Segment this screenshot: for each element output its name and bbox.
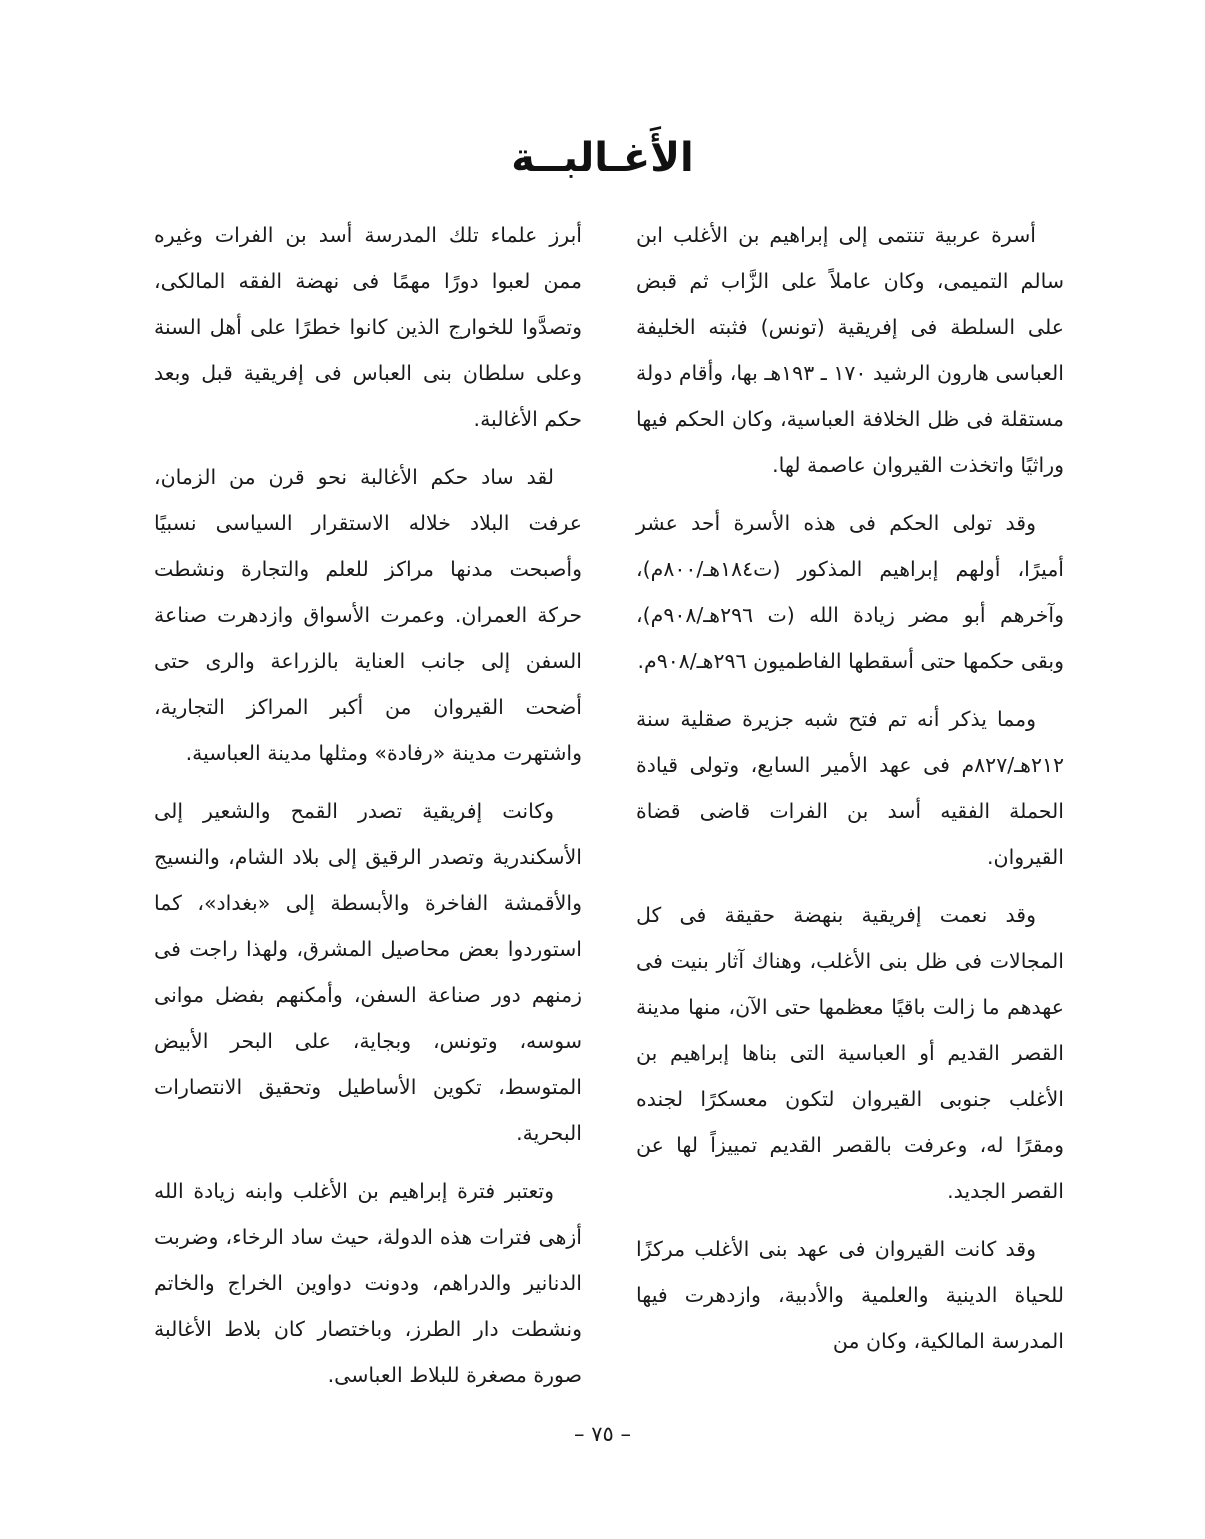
right-column bbox=[636, 212, 1064, 1376]
paragraph: وقد تولى الحكم فى هذه الأسرة أحد عشر أميرًا، أولهم إبراهيم المذكور (ت١٨٤هـ/٨٠٠م)، وآخرهم أبو مضر زيادة الله (ت ٢٩٦هـ/٩٠٨م)، وبقى حكمها حتى أسقطها الفاطميون ٢٩٦هـ/٩٠٨م. bbox=[636, 511, 1064, 673]
paragraph: لقد ساد حكم الأغالبة نحو قرن من الزمان، عرفت البلاد خلاله الاستقرار السياسى نسبيًا وأصبحت مدنها مراكز للعلم والتجارة ونشطت حركة العمران. وعمرت الأسواق وازدهرت صناعة السفن إلى جانب العناية بالزراعة والرى حتى أضحت القيروان من أكبر المراكز التجارية، واشتهرت مدينة «رفادة» ومثلها مدينة العباسية. bbox=[154, 465, 582, 765]
paragraph-continuation: أبرز علماء تلك المدرسة أسد بن الفرات وغيره ممن لعبوا دورًا مهمًا فى نهضة الفقه المالكى، وتصدَّوا للخوارج الذين كانوا خطرًا على أهل السنة وعلى سلطان بنى العباس فى إفريقية قبل وبعد حكم الأغالبة. bbox=[154, 223, 582, 431]
left-column bbox=[154, 212, 582, 1410]
page-title: الأَغـالبــة bbox=[511, 135, 694, 181]
paragraph: وقد كانت القيروان فى عهد بنى الأغلب مركزًا للحياة الدينية والعلمية والأدبية، وازدهرت فيها المدرسة المالكية، وكان من bbox=[636, 1237, 1064, 1353]
page-number: – ٧٥ – bbox=[574, 1422, 631, 1446]
paragraph: وتعتبر فترة إبراهيم بن الأغلب وابنه زيادة الله أزهى فترات هذه الدولة، حيث ساد الرخاء، وضربت الدنانير والدراهم، ودونت دواوين الخراج والخاتم ونشطت دار الطرز، وباختصار كان بلاط الأغالبة صورة مصغرة للبلاط العباسى. bbox=[154, 1179, 582, 1387]
paragraph: ومما يذكر أنه تم فتح شبه جزيرة صقلية سنة ٢١٢هـ/٨٢٧م فى عهد الأمير السابع، وتولى قيادة الحملة الفقيه أسد بن الفرات قاضى قضاة القيروان. bbox=[636, 707, 1064, 869]
paragraph: وكانت إفريقية تصدر القمح والشعير إلى الأسكندرية وتصدر الرقيق إلى بلاد الشام، والنسيج والأقمشة الفاخرة والأبسطة إلى «بغداد»، كما استوردوا بعض محاصيل المشرق، ولهذا راجت فى زمنهم دور صناعة السفن، وأمكنهم بفضل موانى سوسه، وتونس، وبجاية، على البحر الأبيض المتوسط، تكوين الأساطيل وتحقيق الانتصارات البحرية. bbox=[154, 799, 582, 1145]
paragraph: أسرة عربية تنتمى إلى إبراهيم بن الأغلب ابن سالم التميمى، وكان عاملاً على الزَّاب ثم قبض على السلطة فى إفريقية (تونس) فثبته الخليفة العباسى هارون الرشيد ١٧٠ ـ ١٩٣هـ بها، وأقام دولة مستقلة فى ظل الخلافة العباسية، وكان الحكم فيها وراثيًا واتخذت القيروان عاصمة لها. bbox=[636, 223, 1064, 477]
paragraph: وقد نعمت إفريقية بنهضة حقيقة فى كل المجالات فى ظل بنى الأغلب، وهناك آثار بنيت فى عهدهم ما زالت باقيًا معظمها حتى الآن، منها مدينة القصر القديم أو العباسية التى بناها إبراهيم بن الأغلب جنوبى القيروان لتكون معسكرًا لجنده ومقرًا له، وعرفت بالقصر القديم تمييزاً لها عن القصر الجديد. bbox=[636, 903, 1064, 1203]
